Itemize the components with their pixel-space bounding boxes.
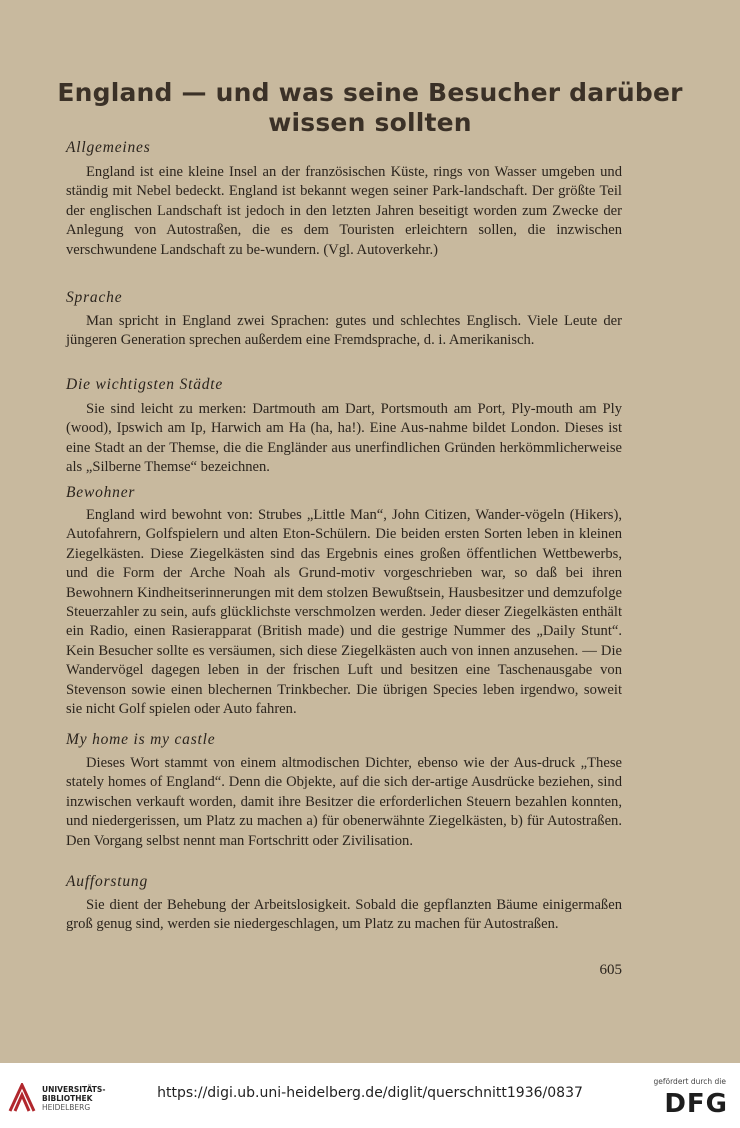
library-line-1: UNIVERSITÄTS- [42,1085,106,1094]
permalink[interactable]: https://digi.ub.uni-heidelberg.de/diglit/querschnitt1936/0837 [157,1085,583,1101]
section-heading-allgemeines: Allgemeines [66,139,151,156]
library-line-3: HEIDELBERG [42,1103,91,1112]
section-heading-my-home: My home is my castle [66,731,216,748]
funding-label: gefördert durch die [653,1077,726,1086]
section-heading-staedte: Die wichtigsten Städte [66,376,224,393]
paragraph: Sie sind leicht zu merken: Dartmouth am Dart, Portsmouth am Port, Ply-mouth am Ply (wood), Ipswich am Ip, Harwich am Ha (ha, ha!). Eine Aus-nahme bildet London. Dieses ist eine Stadt an der Themse, die die Engländer aus unerfindlichen Gründen herkömmlicherweise als „Silberne Themse“ bezeichnen. [66,401,622,476]
page-number: 605 [599,962,622,978]
paragraph: England ist eine kleine Insel an der französischen Küste, rings von Wasser umgeben und ständig mit Nebel bedeckt. England ist bekannt wegen seiner Park-landschaft. Der größte Teil der englischen Landschaft ist jedoch in den letzten Jahren beseitigt worden zum Zwecke der Anlegung von Autostraßen, die es dem Touristen erleichtern sollen, die inzwischen verschwundene Landschaft zu be-wundern. (Vgl. Autoverkehr.) [66,164,622,258]
library-line-2: BIBLIOTHEK [42,1094,93,1103]
section-heading-sprache: Sprache [66,289,123,306]
page-title [40,78,700,138]
section-heading-bewohner: Bewohner [66,484,136,501]
title-line-2: wissen sollten [268,108,472,137]
section-body-aufforstung [66,896,622,935]
section-body-staedte [66,400,622,478]
section-body-allgemeines [66,163,622,260]
title-line-1: England — und was seine Besucher darüber [57,78,683,107]
section-body-bewohner [66,506,622,719]
section-heading-aufforstung: Aufforstung [66,873,149,890]
paragraph: Man spricht in England zwei Sprachen: gutes und schlechtes Englisch. Viele Leute der jüngeren Generation sprechen außerdem eine Fremdsprache, d. i. Amerikanisch. [66,313,622,349]
paragraph: Dieses Wort stammt von einem altmodischen Dichter, ebenso wie der Aus-druck „These stately homes of England“. Denn die Objekte, auf die sich der-artige Ausdrücke beziehen, sind inzwischen verkauft worden, damit ihre Besitzer die erforderlichen Steuern bezahlen konnten, und niedergerissen, um Platz zu machen a) für obenerwähnte Ziegelkästen, b) für Autostraßen. Den Vorgang selbst nennt man Fortschritt oder Zivilisation. [66,755,622,849]
paragraph: England wird bewohnt von: Strubes „Little Man“, John Citizen, Wander-vögeln (Hikers), Autofahrern, Golfspielern und alten Eton-Schülern. Die beiden ersten Sorten leben in kleinen Ziegelkästen. Diese Ziegelkästen sind das Ergebnis eines großen öffentlichen Wettbewerbs, und die Form der Arche Noah als Grund-motiv vorgeschrieben war, so daß bei ihren Bewohnern Kindheitserinnerungen mit dem stolzen Bewußtsein, Hausbesitzer und demzufolge Steuerzahler zu sein, aufs glücklichste verschmolzen werden. Jeder dieser Ziegelkästen enthält ein Radio, einen Rasierapparat (British made) und die gestrige Nummer des „Daily Stunt“. Kein Besucher sollte es versäumen, sich diese Ziegelkästen auch von innen anzusehen. — Die Wandervögel dagegen leben in der frischen Luft und besitzen eine Taschenausgabe von Stevenson sowie einen blechernen Trinkbecher. Die übrigen Species leben irgendwo, soweit sie nicht Golf spielen oder Auto fahren. [66,507,622,718]
paragraph: Sie dient der Behebung der Arbeitslosigkeit. Sobald die gepflanzten Bäume einigermaßen groß genug sind, werden sie niedergeschlagen, um Platz zu machen für Autostraßen. [66,897,622,933]
dfg-logo: DFG [664,1089,728,1119]
section-body-sprache [66,312,622,351]
viewer-footer [0,1063,740,1128]
section-body-my-home [66,754,622,851]
